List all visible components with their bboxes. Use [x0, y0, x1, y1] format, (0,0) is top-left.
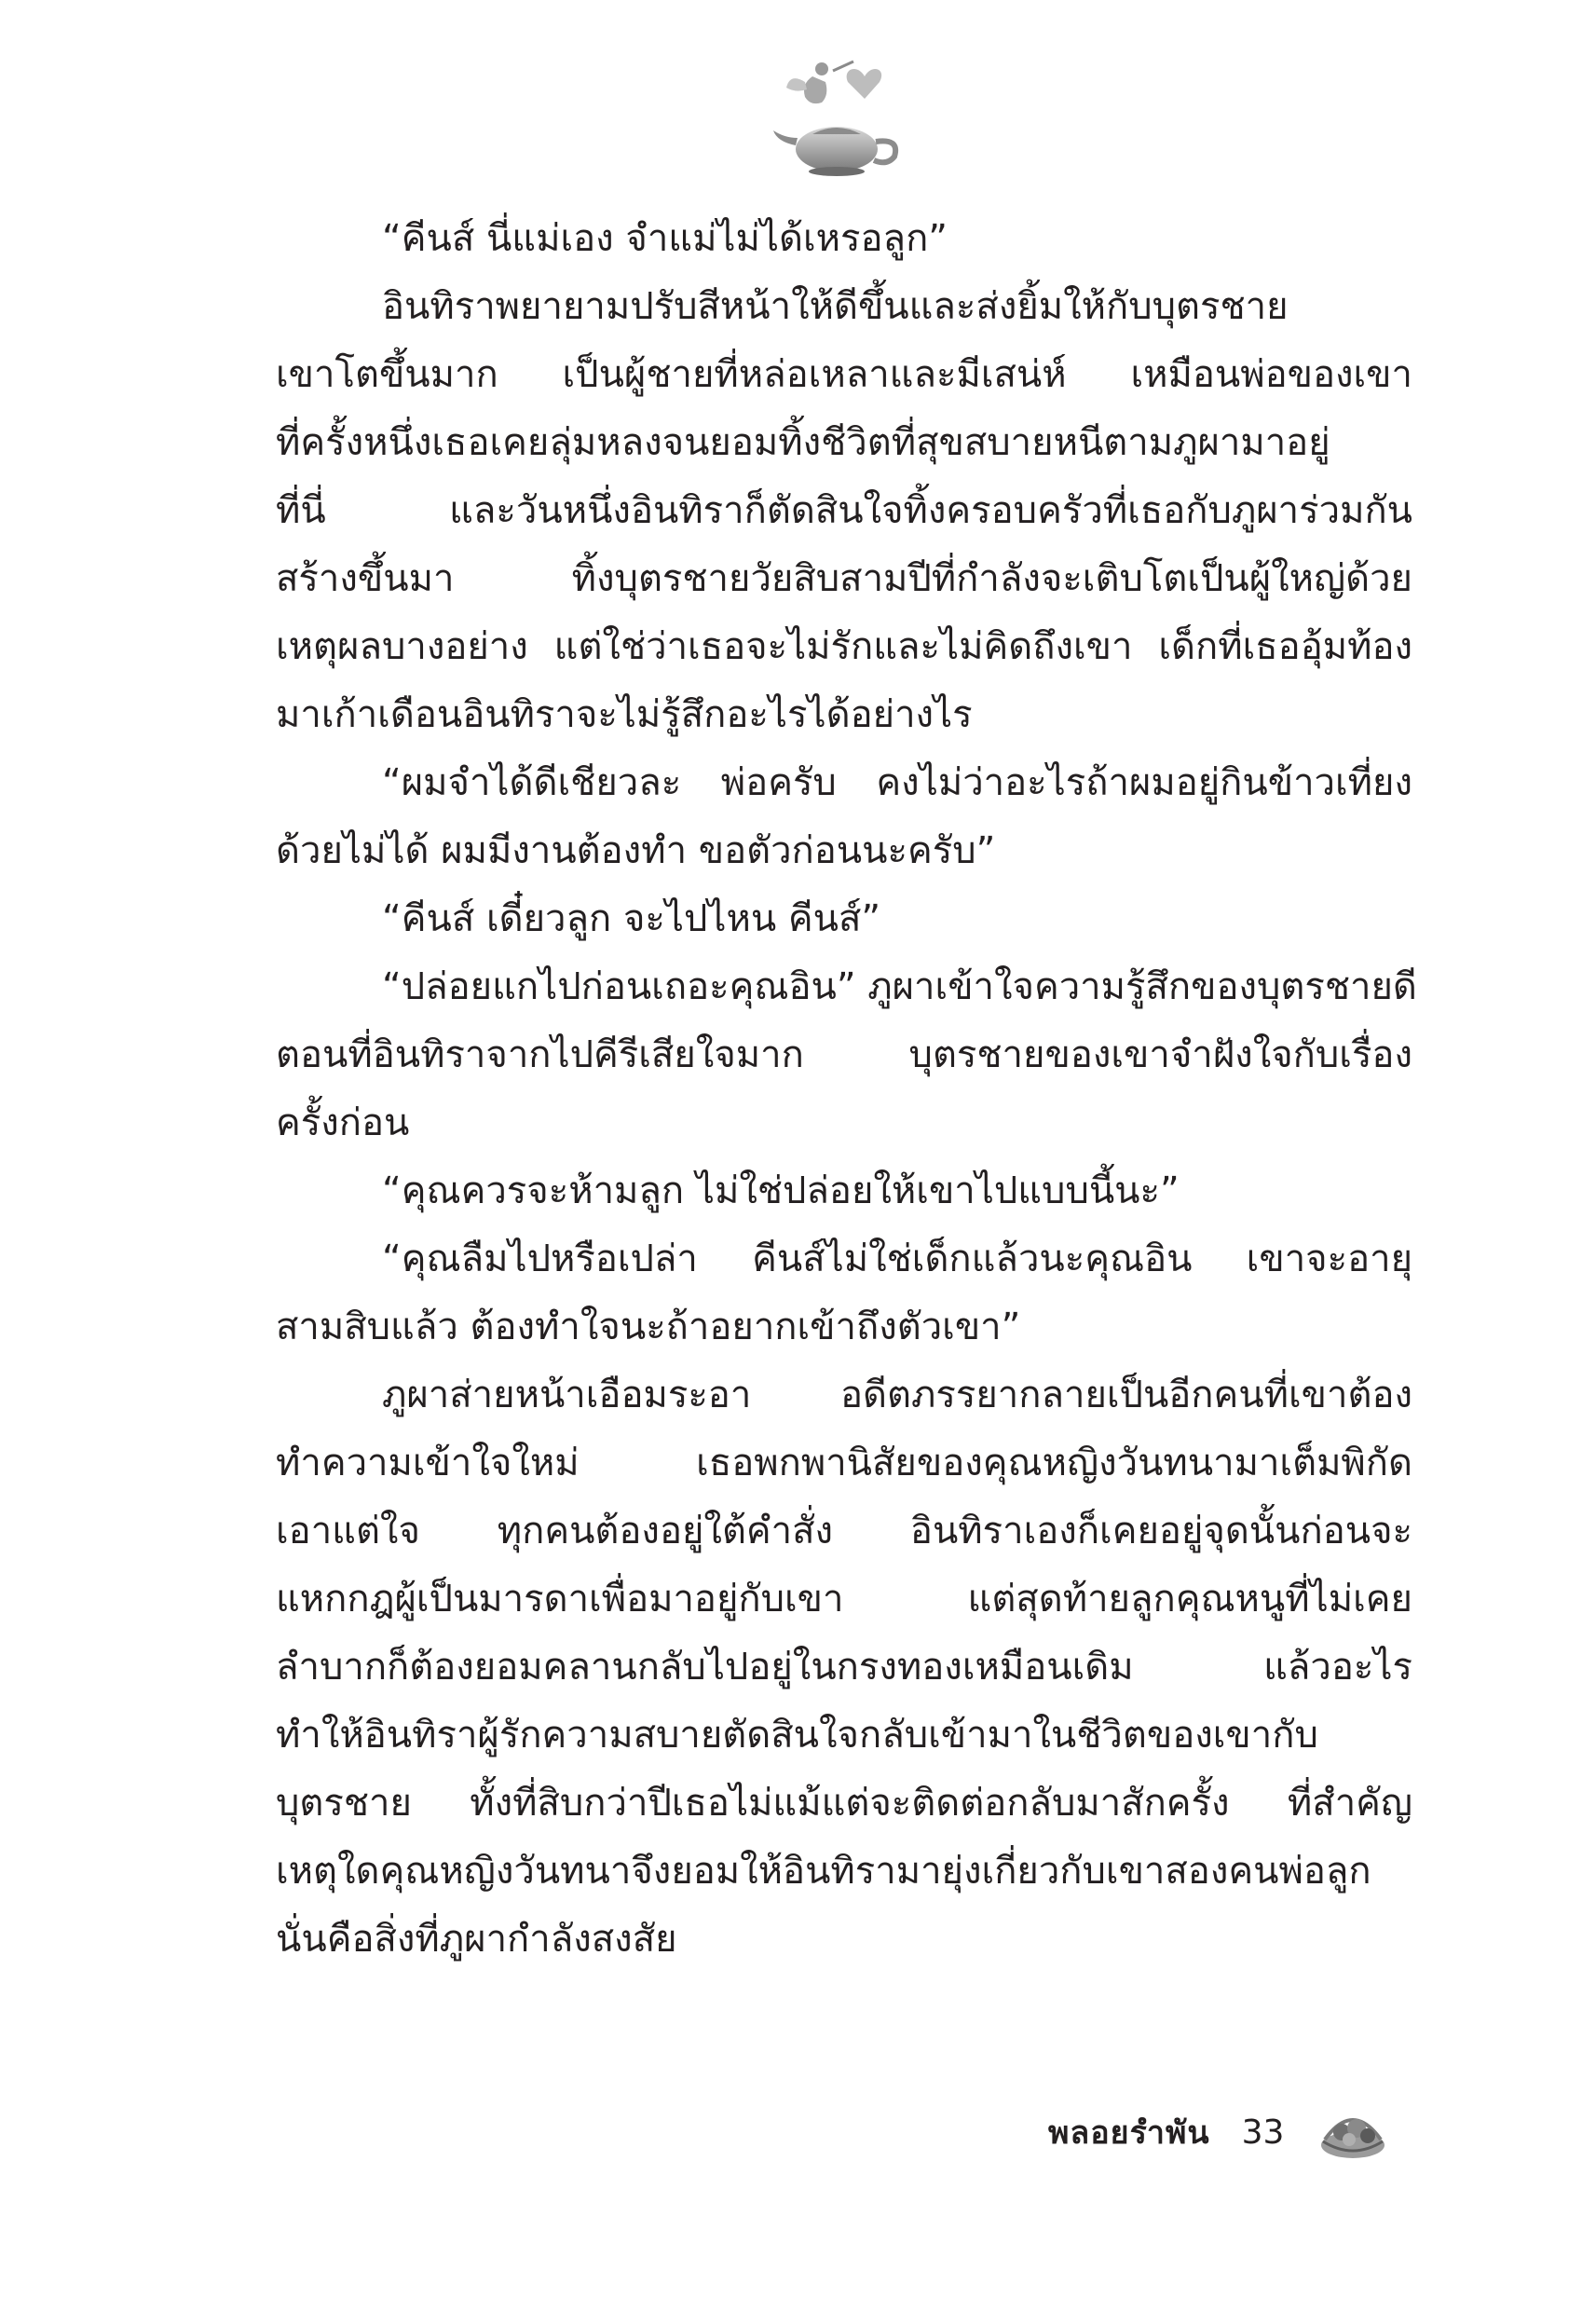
- flower-basket-icon: [1316, 2102, 1390, 2162]
- page-number: 33: [1241, 2113, 1285, 2152]
- text-line: ลำบากก็ต้องยอมคลานกลับไปอยู่ในกรงทองเหมือนเดิม แล้วอะไร: [276, 1646, 1412, 1689]
- text-line: แหกกฎผู้เป็นมารดาเพื่อมาอยู่กับเขา แต่สุดท้ายลูกคุณหนูที่ไม่เคย: [276, 1578, 1412, 1620]
- text-line: ที่นี่ และวันหนึ่งอินทิราก็ตัดสินใจทิ้งครอบครัวที่เธอกับภูผาร่วมกัน: [276, 489, 1412, 532]
- text-line: สร้างขึ้นมา ทิ้งบุตรชายวัยสิบสามปีที่กำลังจะเติบโตเป็นผู้ใหญ่ด้วย: [276, 557, 1412, 600]
- text-line: เอาแต่ใจ ทุกคนต้องอยู่ใต้คำสั่ง อินทิราเองก็เคยอยู่จุดนั้นก่อนจะ: [276, 1510, 1412, 1552]
- text-line: “คุณลืมไปหรือเปล่า คีนส์ไม่ใช่เด็กแล้วนะคุณอิน เขาจะอายุ: [382, 1238, 1412, 1280]
- text-line: เหตุใดคุณหญิงวันทนาจึงยอมให้อินทิรามายุ่งเกี่ยวกับเขาสองคนพ่อลูก: [276, 1850, 1371, 1893]
- text-line: “ผมจำได้ดีเชียวละ พ่อครับ คงไม่ว่าอะไรถ้าผมอยู่กินข้าวเที่ยง: [382, 761, 1412, 804]
- text-line: “คุณควรจะห้ามลูก ไม่ใช่ปล่อยให้เขาไปแบบนี้นะ”: [382, 1169, 1180, 1212]
- text-line: ตอนที่อินทิราจากไปคีรีเสียใจมาก บุตรชายของเขาจำฝังใจกับเรื่อง: [276, 1033, 1412, 1076]
- text-line: อินทิราพยายามปรับสีหน้าให้ดีขึ้นและส่งยิ้มให้กับบุตรชาย: [382, 285, 1289, 328]
- text-line: “คีนส์ เดี๋ยวลูก จะไปไหน คีนส์”: [382, 897, 881, 940]
- teapot-cupid-ornament-icon: [764, 56, 913, 186]
- text-line: สามสิบแล้ว ต้องทำใจนะถ้าอยากเข้าถึงตัวเขา”: [276, 1306, 1021, 1348]
- text-line: เหตุผลบางอย่าง แต่ใช่ว่าเธอจะไม่รักและไม่คิดถึงเขา เด็กที่เธออุ้มท้อง: [276, 625, 1412, 668]
- story-text: [276, 205, 1417, 1974]
- text-line: มาเก้าเดือนอินทิราจะไม่รู้สึกอะไรได้อย่างไร: [276, 693, 973, 736]
- text-line: เขาโตขึ้นมาก เป็นผู้ชายที่หล่อเหลาและมีเสน่ห์ เหมือนพ่อของเขา: [276, 353, 1412, 396]
- text-line: ครั้งก่อน: [276, 1101, 410, 1144]
- text-line: ภูผาส่ายหน้าเอือมระอา อดีตภรรยากลายเป็นอีกคนที่เขาต้อง: [382, 1374, 1412, 1416]
- text-line: ทำความเข้าใจใหม่ เธอพกพานิสัยของคุณหญิงวันทนามาเต็มพิกัด: [276, 1442, 1412, 1484]
- text-line: “ปล่อยแกไปก่อนเถอะคุณอิน” ภูผาเข้าใจความรู้สึกของบุตรชายดี: [382, 965, 1417, 1008]
- text-line: ทำให้อินทิราผู้รักความสบายตัดสินใจกลับเข้ามาในชีวิตของเขากับ: [276, 1714, 1318, 1757]
- text-line: “คีนส์ นี่แม่เอง จำแม่ไม่ได้เหรอลูก”: [382, 217, 948, 260]
- page-footer: [1048, 2104, 1390, 2160]
- text-line: บุตรชาย ทั้งที่สิบกว่าปีเธอไม่แม้แต่จะติดต่อกลับมาสักครั้ง ที่สำคัญ: [276, 1782, 1412, 1825]
- book-title: พลอยรำพัน: [1048, 2114, 1210, 2152]
- text-line: ด้วยไม่ได้ ผมมีงานต้องทำ ขอตัวก่อนนะครับ”: [276, 829, 996, 872]
- text-line: ที่ครั้งหนึ่งเธอเคยลุ่มหลงจนยอมทิ้งชีวิตที่สุขสบายหนีตามภูผามาอยู่: [276, 421, 1330, 464]
- text-line: นั่นคือสิ่งที่ภูผากำลังสงสัย: [276, 1918, 677, 1961]
